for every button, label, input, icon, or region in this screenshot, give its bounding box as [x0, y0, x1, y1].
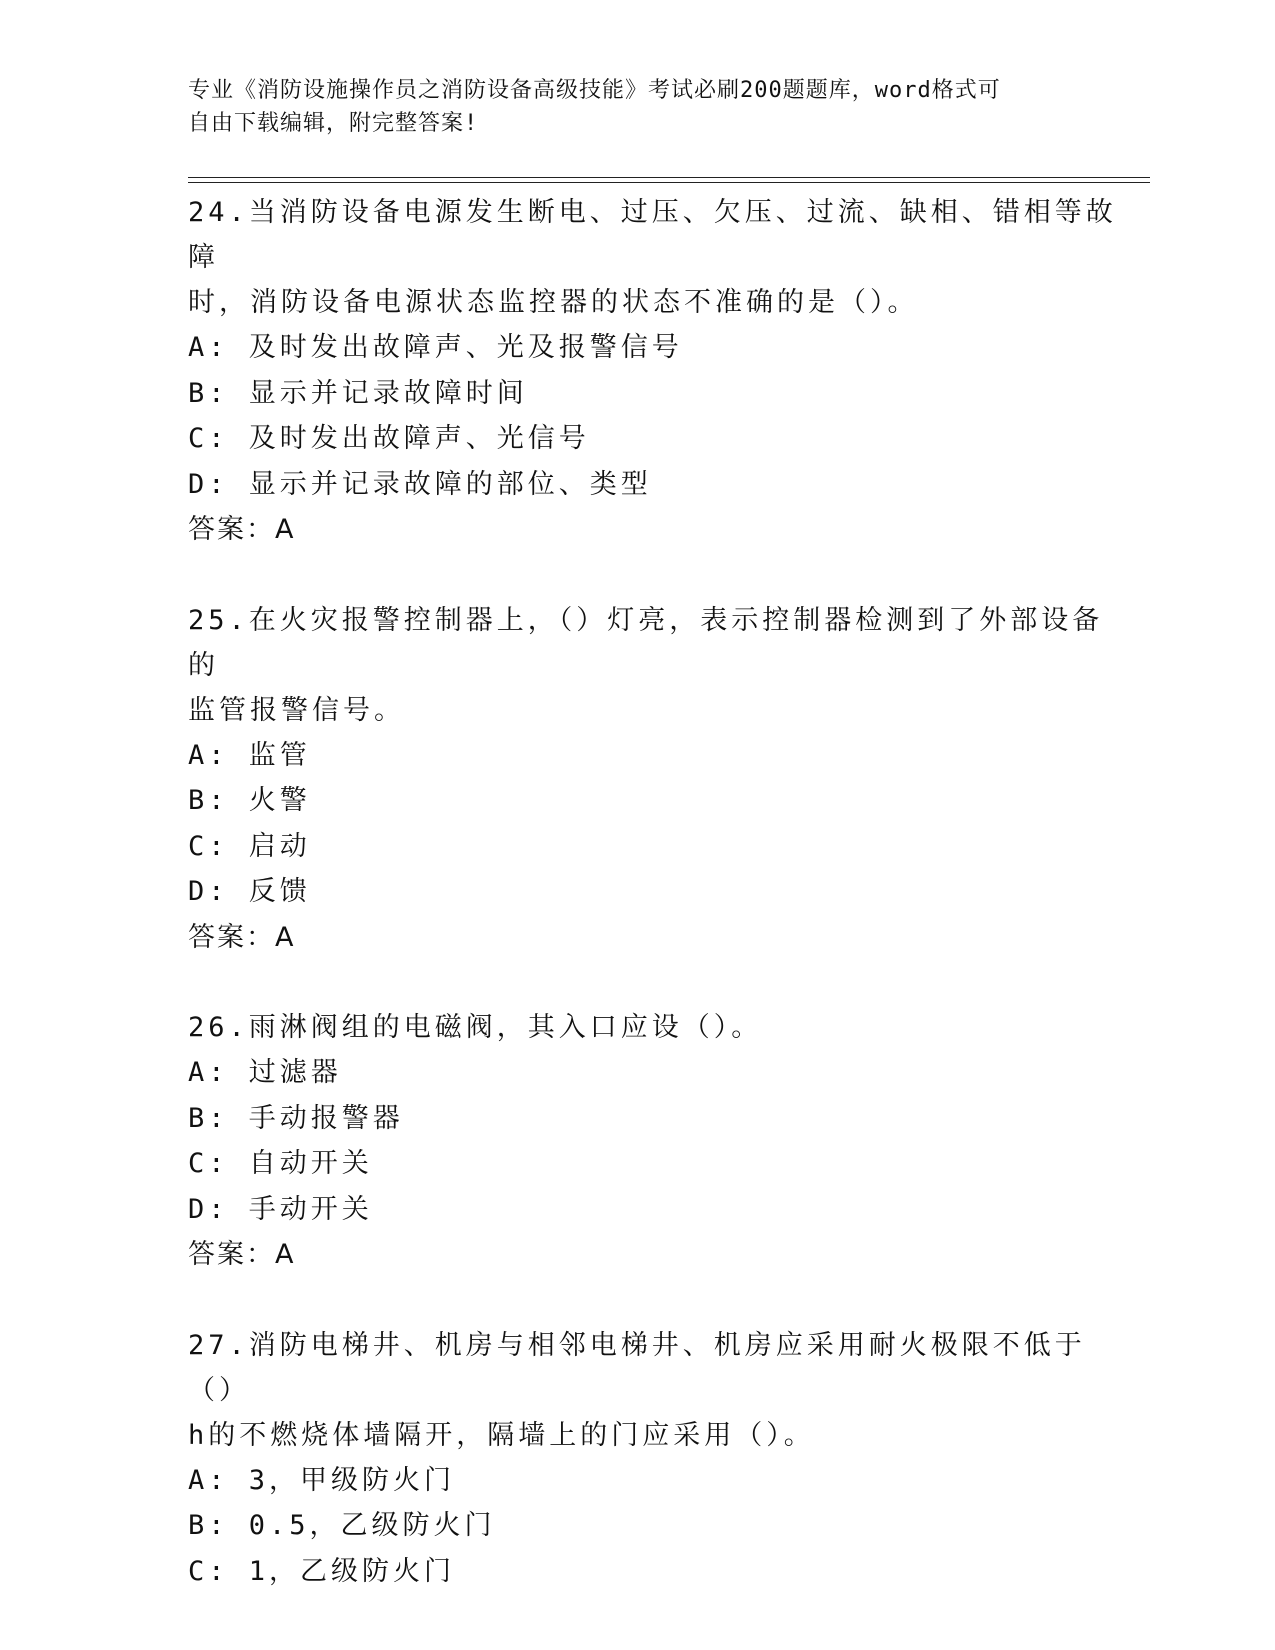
question-26: [188, 1005, 1128, 1278]
answer: 答案：A: [188, 514, 296, 545]
header-line-1: 专业《消防设施操作员之消防设备高级技能》考试必刷200题题库，word格式可: [188, 78, 1001, 103]
option-a: A: 监管: [188, 739, 311, 771]
question-text-line-2: 监管报警信号。: [188, 694, 405, 726]
option-c: C: 启动: [188, 830, 311, 862]
option-c: C: 及时发出故障声、光信号: [188, 423, 590, 454]
question-25: [188, 598, 1128, 961]
question-text: [188, 598, 1128, 733]
option-a: A: 及时发出故障声、光及报警信号: [188, 332, 683, 363]
option-a: A: 3，甲级防火门: [188, 1464, 456, 1496]
question-text: [188, 1323, 1128, 1458]
question-24: [188, 190, 1128, 553]
question-text-line-2: h的不燃烧体墙隔开，隔墙上的门应采用（）。: [188, 1419, 815, 1451]
question-text-line-1: 25.在火灾报警控制器上，（）灯亮，表示控制器检测到了外部设备的: [188, 604, 1104, 681]
header-divider-top: [188, 177, 1150, 178]
option-a: A: 过滤器: [188, 1057, 342, 1088]
question-text-line-1: 26.雨淋阀组的电磁阀，其入口应设（）。: [188, 1012, 763, 1043]
question-text: [188, 190, 1128, 325]
question-text: [188, 1005, 1128, 1050]
question-list: [188, 190, 1128, 1639]
answer: 答案：A: [188, 921, 296, 953]
header-divider-bottom: [188, 182, 1150, 183]
question-27: [188, 1323, 1128, 1595]
question-text-line-1: 27.消防电梯井、机房与相邻电梯井、机房应采用耐火极限不低于（）: [188, 1329, 1086, 1406]
question-text-line-1: 24.当消防设备电源发生断电、过压、欠压、过流、缺相、错相等故障: [188, 197, 1117, 273]
option-d: D: 反馈: [188, 876, 311, 907]
option-b: B: 显示并记录故障时间: [188, 377, 528, 409]
option-b: B: 火警: [188, 785, 311, 816]
document-header: [188, 74, 1068, 140]
option-d: D: 手动开关: [188, 1193, 373, 1225]
option-c: C: 1，乙级防火门: [188, 1555, 456, 1587]
option-d: D: 显示并记录故障的部位、类型: [188, 468, 652, 500]
option-b: B: 0.5，乙级防火门: [188, 1510, 496, 1541]
answer: 答案：A: [188, 1239, 296, 1270]
option-b: B: 手动报警器: [188, 1102, 404, 1134]
question-text-line-2: 时，消防设备电源状态监控器的状态不准确的是（）。: [188, 287, 919, 318]
option-c: C: 自动开关: [188, 1148, 373, 1179]
header-line-2: 自由下载编辑，附完整答案!: [188, 111, 479, 136]
